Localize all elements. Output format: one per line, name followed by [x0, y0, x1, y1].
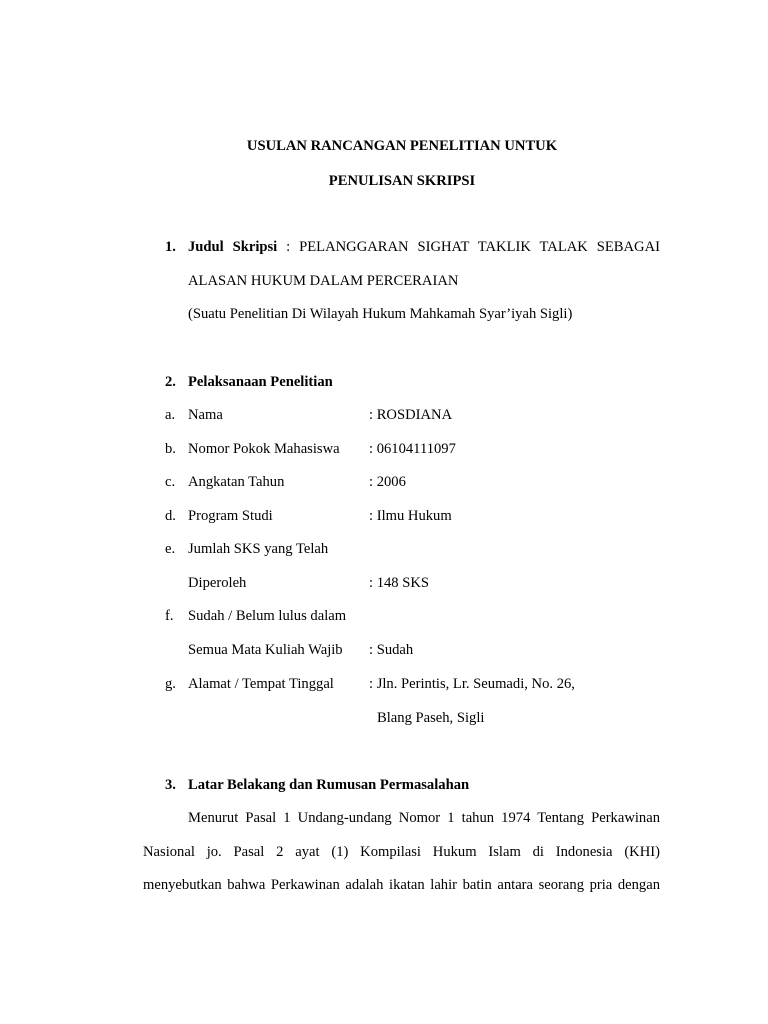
item-a-value: : ROSDIANA [369, 407, 453, 423]
item-e-label: Jumlah SKS yang Telah [188, 541, 329, 557]
section1-subtitle: (Suatu Penelitian Di Wilayah Hukum Mahkamah Syar’iyah Sigli) [188, 306, 573, 322]
section3-number: 3. [165, 777, 176, 793]
item-d-label: Program Studi [188, 508, 273, 524]
item-f-value: : Sudah [369, 642, 414, 658]
section1-title-text1: PELANGGARAN SIGHAT TAKLIK TALAK SEBAGAI [299, 239, 660, 255]
item-a-letter: a. [165, 407, 176, 423]
section3-paragraph-line1: Menurut Pasal 1 Undang-undang Nomor 1 tahun 1974 Tentang Perkawinan [188, 810, 660, 826]
item-b-letter: b. [165, 441, 176, 457]
item-g-value: : Jln. Perintis, Lr. Seumadi, No. 26, [369, 676, 575, 692]
item-f-label2: Semua Mata Kuliah Wajib [188, 642, 343, 658]
item-e-letter: e. [165, 541, 176, 557]
item-c-value: : 2006 [369, 474, 406, 490]
item-f-letter: f. [165, 608, 174, 624]
item-g-letter: g. [165, 676, 176, 692]
section1-title-line1 [188, 238, 660, 256]
section3-paragraph-line2: Nasional jo. Pasal 2 ayat (1) Kompilasi Hukum Islam di Indonesia (KHI) [143, 844, 660, 860]
section1-title-line2: ALASAN HUKUM DALAM PERCERAIAN [188, 273, 459, 289]
section3-heading: Latar Belakang dan Rumusan Permasalahan [188, 777, 470, 793]
item-d-value: : Ilmu Hukum [369, 508, 452, 524]
item-a-label: Nama [188, 407, 223, 423]
item-b-value: : 06104111097 [369, 441, 456, 457]
section3-paragraph-line3: menyebutkan bahwa Perkawinan adalah ikatan lahir batin antara seorang pria dengan [143, 877, 660, 893]
section1-separator: : [277, 239, 300, 255]
item-c-label: Angkatan Tahun [188, 474, 285, 490]
item-f-label: Sudah / Belum lulus dalam [188, 608, 347, 624]
item-e-value: : 148 SKS [369, 575, 430, 591]
item-c-letter: c. [165, 474, 176, 490]
item-b-label: Nomor Pokok Mahasiswa [188, 441, 340, 457]
document-title-line1: USULAN RANCANGAN PENELITIAN UNTUK [246, 138, 558, 154]
section1-number: 1. [165, 239, 176, 255]
item-g-label: Alamat / Tempat Tinggal [188, 676, 334, 692]
section2-heading: Pelaksanaan Penelitian [188, 374, 333, 390]
item-d-letter: d. [165, 508, 176, 524]
item-g-value2: Blang Paseh, Sigli [377, 710, 485, 726]
section2-number: 2. [165, 374, 176, 390]
section1-label: Judul Skripsi [188, 239, 278, 255]
item-e-label2: Diperoleh [188, 575, 247, 591]
document-title-line2: PENULISAN SKRIPSI [328, 173, 476, 189]
